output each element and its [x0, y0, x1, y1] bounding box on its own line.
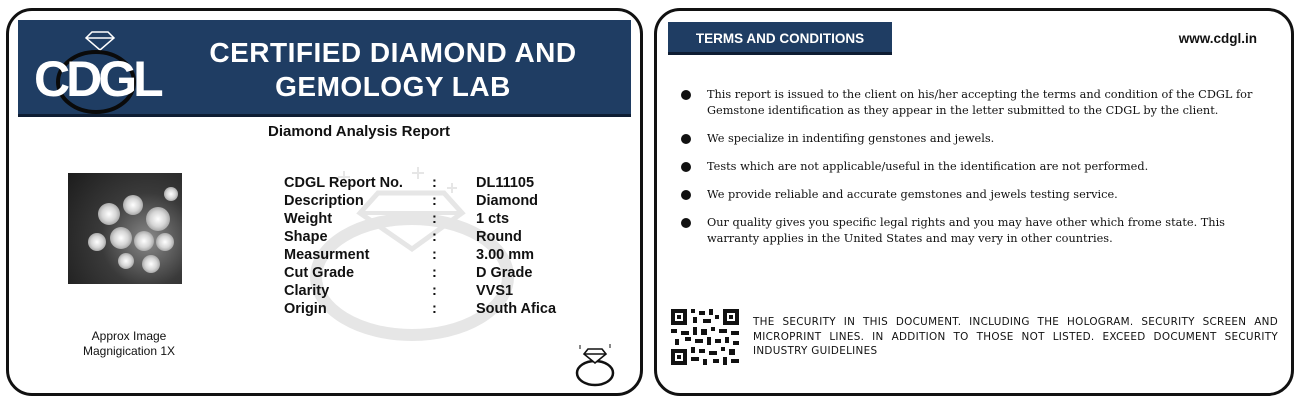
website-link[interactable]: www.cdgl.in [1178, 31, 1257, 46]
detail-separator: : [432, 193, 437, 209]
diamond-logo-icon [30, 26, 170, 114]
detail-value: 3.00 mm [476, 247, 535, 263]
terms-list [677, 87, 1273, 259]
detail-value: Round [476, 229, 522, 245]
list-item [677, 131, 1273, 147]
detail-separator: : [432, 229, 437, 245]
term-text: We provide reliable and accurate gemstones and jewels testing service. [707, 188, 1118, 201]
detail-label: Cut Grade [284, 265, 355, 281]
diamond-ring-icon [572, 341, 618, 387]
terms-heading: TERMS AND CONDITIONS [668, 22, 892, 55]
detail-label: Shape [284, 229, 328, 245]
term-text: Tests which are not applicable/useful in the identification are not performed. [707, 160, 1149, 173]
term-text: This report is issued to the client on his/her accepting the terms and condition of the CDGL for Gemstone identification as they appear in the letter submitted to the CDGL by the client. [707, 88, 1253, 117]
detail-value: D Grade [476, 265, 533, 281]
logo-text: CDGL [34, 51, 160, 107]
qr-code-icon[interactable] [671, 309, 739, 365]
detail-separator: : [432, 283, 437, 299]
detail-separator: : [432, 301, 437, 317]
detail-label: Weight [284, 211, 333, 227]
detail-separator: : [432, 211, 437, 227]
detail-separator: : [432, 175, 437, 191]
detail-value: DL11105 [476, 175, 535, 191]
list-item [677, 215, 1273, 247]
detail-value: South Afica [476, 301, 557, 317]
caption-line-2: Magnigication 1X [82, 344, 176, 358]
term-text: Our quality gives you specific legal rights and you may have other which frome state. This warranty applies in the United States and may very in other countries. [707, 216, 1225, 245]
detail-label: CDGL Report No. [284, 175, 403, 191]
detail-label: Description [284, 193, 364, 209]
detail-value: Diamond [476, 193, 539, 209]
report-back-card [654, 8, 1294, 396]
detail-label: Origin [284, 301, 327, 317]
list-item [677, 87, 1273, 119]
bullet-icon [681, 190, 691, 200]
lab-header-banner [18, 20, 631, 117]
detail-label: Clarity [284, 283, 330, 299]
detail-separator: : [432, 265, 437, 281]
detail-value: VVS1 [476, 283, 514, 299]
bullet-icon [681, 90, 691, 100]
term-text: We specialize in indentifing genstones and jewels. [707, 132, 995, 145]
bullet-icon [681, 218, 691, 228]
diamond-photo [68, 173, 182, 284]
security-note: THE SECURITY IN THIS DOCUMENT. INCLUDING THE HOLOGRAM. SECURITY SCREEN AND MICROPRINT LINES. IN ADDITION TO THOSE NOT LISTED. EXCEED DOCUMENT SECURITY INDUSTRY GUIDELINES [753, 316, 1278, 357]
bullet-icon [681, 134, 691, 144]
bullet-icon [681, 162, 691, 172]
image-caption [49, 329, 209, 359]
list-item [677, 187, 1273, 203]
caption-line-1: Approx Image [91, 329, 167, 343]
list-item [677, 159, 1273, 175]
detail-value: 1 cts [476, 211, 510, 227]
report-title: Diamond Analysis Report [268, 123, 450, 140]
detail-separator: : [432, 247, 437, 263]
report-front-card [6, 8, 643, 396]
lab-title: CERTIFIED DIAMOND AND GEMOLOGY LAB [209, 37, 577, 102]
detail-label: Measurment [284, 247, 370, 263]
